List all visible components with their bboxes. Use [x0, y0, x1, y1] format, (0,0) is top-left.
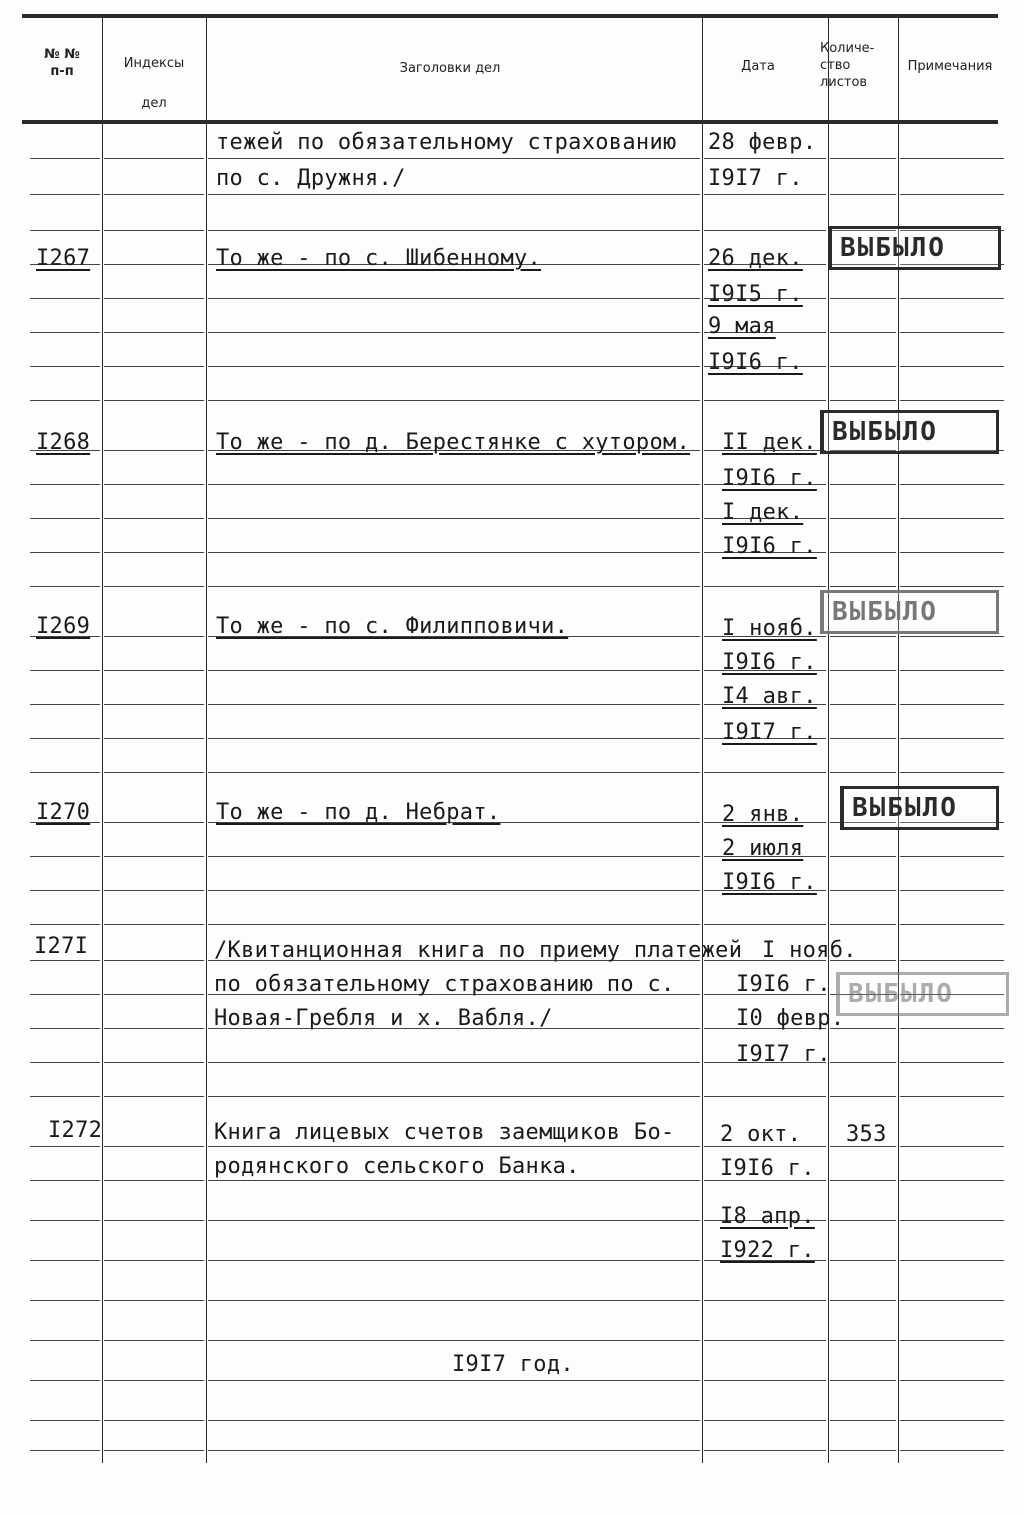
ledger-rule	[104, 636, 204, 637]
ledger-rule	[900, 890, 1004, 891]
entry-date: I8 апр.	[720, 1204, 815, 1229]
entry-title-line: родянского сельского Банка.	[214, 1154, 580, 1179]
ledger-rule	[30, 1028, 100, 1029]
entry-date: I9I6 г.	[722, 650, 817, 675]
ledger-rule	[104, 1220, 204, 1221]
ledger-rule	[900, 636, 1004, 637]
entry-date: 9 мая	[708, 314, 776, 339]
ledger-rule	[104, 230, 204, 231]
header-col-title: Заголовки дел	[399, 61, 501, 76]
ledger-rule	[704, 230, 826, 231]
entry-title-line: тежей по обязательному страхованию	[216, 130, 677, 155]
ledger-rule	[900, 194, 1004, 195]
ledger-rule	[704, 1380, 826, 1381]
ledger-rule	[30, 194, 100, 195]
ledger-rule	[104, 772, 204, 773]
ledger-rule	[30, 366, 100, 367]
ledger-rule	[900, 1450, 1004, 1451]
ledger-rule	[900, 1380, 1004, 1381]
entry-title-line: То же - по с. Филипповичи.	[216, 614, 569, 639]
ledger-rule	[830, 772, 896, 773]
ledger-rule	[830, 1180, 896, 1181]
ledger-rule	[830, 1450, 896, 1451]
ledger-rule	[704, 1300, 826, 1301]
entry-date: I9I6 г.	[736, 972, 831, 997]
ledger-rule	[104, 298, 204, 299]
entry-date: 2 янв.	[722, 802, 804, 827]
ledger-rule	[830, 1340, 896, 1341]
ledger-rule	[30, 704, 100, 705]
ledger-rule	[830, 704, 896, 705]
ledger-rule	[830, 586, 896, 587]
ledger-rule	[104, 1146, 204, 1147]
ledger-rule	[208, 298, 700, 299]
entry-date: I9I7 г.	[736, 1042, 831, 1067]
entry-date: I9I7 г.	[708, 166, 803, 191]
ledger-rule	[208, 366, 700, 367]
ledger-rule	[900, 1180, 1004, 1181]
ledger-rule	[900, 1028, 1004, 1029]
ledger-rule	[830, 552, 896, 553]
entry-date: 2 окт.	[720, 1122, 802, 1147]
ledger-rule	[900, 924, 1004, 925]
ledger-rule	[830, 484, 896, 485]
entry-title-line: То же - по д. Берестянке с хутором.	[216, 430, 691, 455]
ledger-rule	[104, 1380, 204, 1381]
ledger-rule	[830, 1420, 896, 1421]
ledger-rule	[104, 1028, 204, 1029]
ledger-rule	[104, 994, 204, 995]
entry-date: I дек.	[722, 500, 804, 525]
withdrawn-stamp: ВЫБЫЛО	[820, 590, 999, 634]
ledger-rule	[30, 332, 100, 333]
entry-title-line: /Квитанционная книга по приему платежей	[214, 938, 743, 963]
ledger-rule	[30, 1220, 100, 1221]
ledger-rule	[30, 738, 100, 739]
ledger-rule	[900, 552, 1004, 553]
ledger-rule	[208, 1420, 700, 1421]
entry-number: I268	[36, 430, 91, 455]
top-rule	[22, 14, 998, 18]
ledger-rule	[208, 1450, 700, 1451]
ledger-rule	[208, 704, 700, 705]
ledger-rule	[900, 856, 1004, 857]
ledger-rule	[104, 332, 204, 333]
ledger-rule	[208, 400, 700, 401]
entry-number: I270	[36, 800, 91, 825]
ledger-rule	[830, 1380, 896, 1381]
ledger-rule	[208, 552, 700, 553]
ledger-rule	[104, 586, 204, 587]
ledger-rule	[208, 1180, 700, 1181]
ledger-rule	[30, 924, 100, 925]
section-year-heading: I9I7 год.	[452, 1352, 574, 1377]
entry-date: I922 г.	[720, 1238, 815, 1263]
withdrawn-stamp: ВЫБЫЛО	[828, 226, 1001, 270]
ledger-rule	[704, 1340, 826, 1341]
ledger-rule	[830, 332, 896, 333]
ledger-rule	[30, 1180, 100, 1181]
entry-title-line: Книга лицевых счетов заемщиков Бо-	[214, 1120, 675, 1145]
ledger-rule	[104, 1300, 204, 1301]
ledger-rule	[104, 704, 204, 705]
withdrawn-stamp: ВЫБЫЛО	[840, 786, 999, 830]
ledger-rule	[104, 1096, 204, 1097]
ledger-rule	[208, 1340, 700, 1341]
ledger-rule	[830, 670, 896, 671]
ledger-rule	[900, 1146, 1004, 1147]
entry-date: I9I7 г.	[722, 720, 817, 745]
entry-date: I0 февр.	[736, 1006, 845, 1031]
ledger-rule	[30, 670, 100, 671]
entry-date: 28 февр.	[708, 130, 817, 155]
ledger-rule	[208, 1146, 700, 1147]
entry-number: I272	[48, 1118, 103, 1143]
ledger-rule	[830, 738, 896, 739]
ledger-rule	[830, 1260, 896, 1261]
ledger-rule	[30, 158, 100, 159]
ledger-rule	[208, 670, 700, 671]
ledger-rule	[830, 890, 896, 891]
header-col-notes: Примечания	[907, 59, 993, 74]
ledger-rule	[30, 230, 100, 231]
ledger-rule	[104, 1340, 204, 1341]
ledger-rule	[900, 1420, 1004, 1421]
ledger-rule	[704, 1450, 826, 1451]
ledger-rule	[830, 924, 896, 925]
ledger-rule	[830, 158, 896, 159]
ledger-rule	[104, 1260, 204, 1261]
ledger-rule	[704, 1096, 826, 1097]
ledger-rule	[30, 960, 100, 961]
ledger-rule	[30, 298, 100, 299]
ledger-rule	[830, 636, 896, 637]
ledger-rule	[104, 400, 204, 401]
entry-number: I27I	[34, 934, 89, 959]
ledger-rule	[104, 738, 204, 739]
ledger-rule	[704, 400, 826, 401]
ledger-rule	[208, 1220, 700, 1221]
ledger-rule	[208, 1260, 700, 1261]
ledger-rule	[900, 586, 1004, 587]
ledger-rule	[104, 1450, 204, 1451]
ledger-rule	[900, 1062, 1004, 1063]
ledger-rule	[104, 1180, 204, 1181]
ledger-rule	[830, 1096, 896, 1097]
entry-date: I9I6 г.	[722, 534, 817, 559]
ledger-rule	[30, 1340, 100, 1341]
ledger-rule	[208, 194, 700, 195]
ledger-rule	[104, 1062, 204, 1063]
ledger-rule	[900, 332, 1004, 333]
ledger-rule	[900, 158, 1004, 159]
ledger-rule	[30, 1062, 100, 1063]
ledger-rule	[104, 670, 204, 671]
ledger-rule	[104, 552, 204, 553]
ledger-rule	[900, 366, 1004, 367]
ledger-rule	[208, 1096, 700, 1097]
ledger-rule	[30, 994, 100, 995]
ledger-rule	[30, 1260, 100, 1261]
header-col-number: № № п-п	[44, 47, 80, 79]
header-col-index: Индексы дел	[123, 56, 185, 111]
entry-date: I9I6 г.	[708, 350, 803, 375]
ledger-rule	[208, 924, 700, 925]
entry-date: 26 дек.	[708, 246, 803, 271]
withdrawn-stamp: ВЫБЫЛО	[820, 410, 999, 454]
ledger-rule	[30, 1096, 100, 1097]
ledger-rule	[30, 484, 100, 485]
ledger-rule	[900, 484, 1004, 485]
ledger-rule	[208, 586, 700, 587]
ledger-rule	[104, 158, 204, 159]
ledger-rule	[208, 332, 700, 333]
ledger-rule	[208, 518, 700, 519]
ledger-rule	[830, 366, 896, 367]
ledger-rule	[208, 158, 700, 159]
ledger-rule	[104, 822, 204, 823]
ledger-rule	[704, 772, 826, 773]
ledger-rule	[830, 518, 896, 519]
entry-sheet-count: 353	[846, 1122, 887, 1147]
ledger-rule	[208, 738, 700, 739]
entry-date: I9I6 г.	[722, 466, 817, 491]
ledger-rule	[900, 670, 1004, 671]
entry-date: I нояб.	[722, 616, 817, 641]
ledger-rule	[30, 1146, 100, 1147]
ledger-rule	[830, 1062, 896, 1063]
ledger-rule	[30, 518, 100, 519]
ledger-rule	[900, 1340, 1004, 1341]
ledger-rule	[208, 1380, 700, 1381]
ledger-rule	[208, 484, 700, 485]
header-bottom-rule	[22, 120, 998, 124]
ledger-rule	[30, 400, 100, 401]
ledger-rule	[30, 772, 100, 773]
ledger-rule	[704, 194, 826, 195]
ledger-rule	[208, 890, 700, 891]
ledger-rule	[900, 400, 1004, 401]
entry-title-line: по обязательному страхованию по с.	[214, 972, 675, 997]
ledger-rule	[104, 366, 204, 367]
ledger-rule	[30, 1300, 100, 1301]
entry-date: I9I6 г.	[720, 1156, 815, 1181]
entry-date: I4 авг.	[722, 684, 817, 709]
ledger-rule	[900, 1260, 1004, 1261]
entry-title-line: То же - по с. Шибенному.	[216, 246, 542, 271]
entry-date: I нояб.	[762, 938, 857, 963]
column-divider	[102, 18, 103, 1463]
ledger-rule	[104, 484, 204, 485]
ledger-rule	[104, 1420, 204, 1421]
ledger-rule	[104, 194, 204, 195]
ledger-rule	[208, 230, 700, 231]
entry-number: I269	[36, 614, 91, 639]
entry-title-line: Новая-Гребля и х. Вабля./	[214, 1006, 553, 1031]
header-col-count: Количе- ство листов	[820, 41, 875, 90]
header-col-date: Дата	[741, 59, 775, 74]
ledger-rule	[704, 1420, 826, 1421]
ledger-rule	[704, 924, 826, 925]
ledger-rule	[830, 1300, 896, 1301]
ledger-rule	[830, 194, 896, 195]
ledger-rule	[900, 704, 1004, 705]
ledger-rule	[104, 856, 204, 857]
ledger-rule	[830, 298, 896, 299]
entry-number: I267	[36, 246, 91, 271]
ledger-rule	[104, 960, 204, 961]
ledger-rule	[30, 1450, 100, 1451]
ledger-rule	[830, 856, 896, 857]
ledger-rule	[900, 518, 1004, 519]
ledger-rule	[30, 1380, 100, 1381]
ledger-rule	[830, 400, 896, 401]
ledger-rule	[900, 738, 1004, 739]
ledger-rule	[104, 890, 204, 891]
ledger-rule	[900, 1096, 1004, 1097]
ledger-rule	[900, 1300, 1004, 1301]
ledger-rule	[704, 586, 826, 587]
ledger-rule	[104, 450, 204, 451]
entry-date: 2 июля	[722, 836, 804, 861]
entry-title-line: по с. Дружня./	[216, 166, 406, 191]
entry-title-line: То же - по д. Небрат.	[216, 800, 501, 825]
ledger-rule	[30, 890, 100, 891]
ledger-rule	[104, 264, 204, 265]
ledger-rule	[900, 772, 1004, 773]
ledger-rule	[104, 924, 204, 925]
ledger-rule	[30, 586, 100, 587]
entry-date: II дек.	[722, 430, 817, 455]
column-divider	[206, 18, 207, 1463]
column-divider	[702, 18, 703, 1463]
ledger-rule	[30, 856, 100, 857]
ledger-rule	[208, 772, 700, 773]
entry-date: I9I5 г.	[708, 282, 803, 307]
ledger-rule	[208, 1300, 700, 1301]
ledger-rule	[900, 298, 1004, 299]
ledger-rule	[830, 1220, 896, 1221]
ledger-rule	[208, 1062, 700, 1063]
ledger-rule	[30, 1420, 100, 1421]
withdrawn-stamp: ВЫБЫЛО	[836, 972, 1009, 1016]
ledger-rule	[900, 1220, 1004, 1221]
ledger-rule	[900, 960, 1004, 961]
ledger-rule	[208, 856, 700, 857]
ledger-rule	[704, 158, 826, 159]
entry-date: I9I6 г.	[722, 870, 817, 895]
ledger-rule	[104, 518, 204, 519]
ledger-rule	[30, 552, 100, 553]
